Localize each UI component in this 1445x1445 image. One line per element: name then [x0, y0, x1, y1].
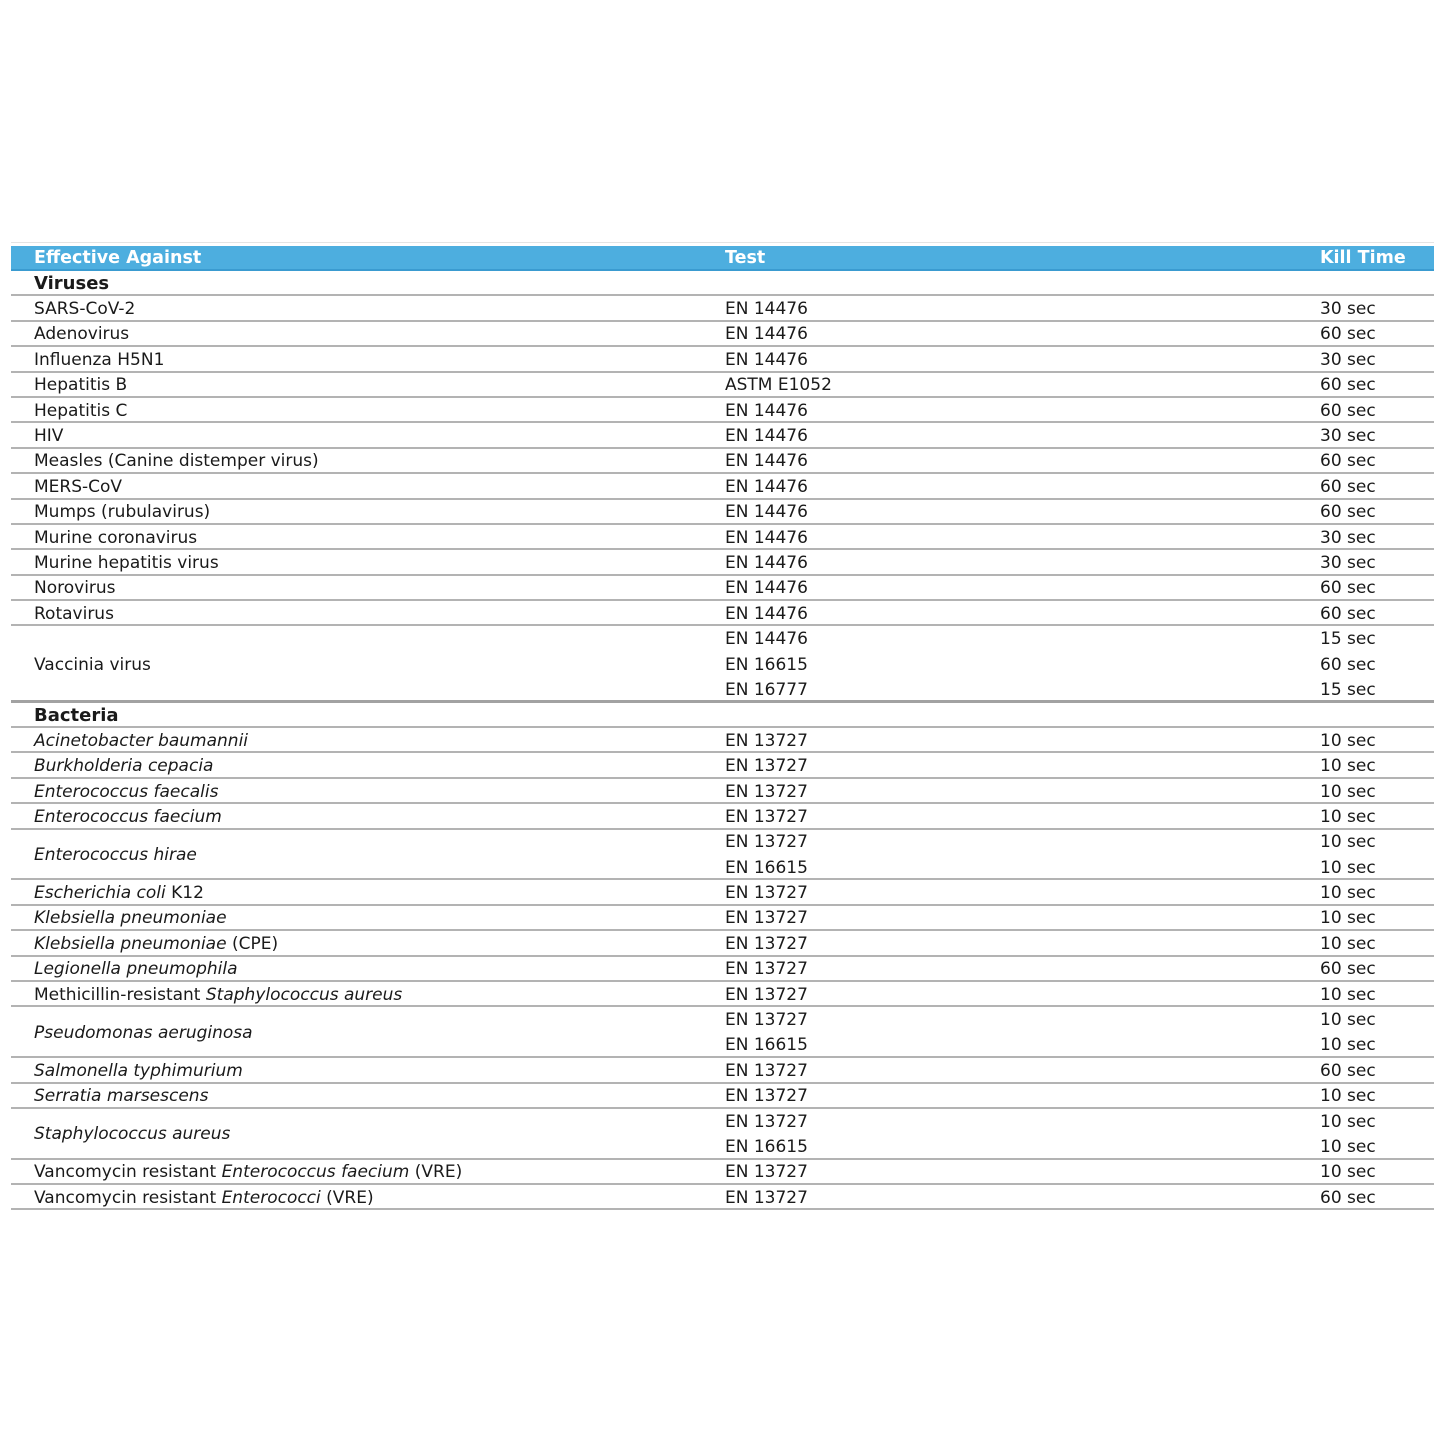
organism-name — [11, 373, 725, 398]
test-standards — [725, 931, 1320, 956]
organism-name-italic-part: Klebsiella pneumoniae — [34, 908, 227, 929]
kill-time-value: 10 sec — [1320, 933, 1376, 954]
test-standard: EN 13727 — [725, 1060, 808, 1081]
kill-times — [1320, 728, 1434, 753]
kill-time-value: 60 sec — [1320, 375, 1376, 396]
kill-time-value: 60 sec — [1320, 959, 1376, 980]
test-standards — [725, 982, 1320, 1007]
efficacy-table — [11, 242, 1434, 1210]
kill-time-value: 10 sec — [1320, 908, 1376, 929]
organism-name-part: (CPE) — [226, 933, 279, 954]
organism-name-part: Hepatitis C — [34, 400, 128, 421]
kill-times — [1320, 1084, 1434, 1109]
test-standard: EN 16615 — [725, 1136, 808, 1157]
kill-time-value: 10 sec — [1320, 857, 1376, 878]
organism-name — [11, 1058, 725, 1083]
test-standard: EN 13727 — [725, 908, 808, 929]
test-standard: EN 13727 — [725, 1010, 808, 1031]
kill-times — [1320, 601, 1434, 626]
test-standards — [725, 347, 1320, 372]
organism-name-part: Methicillin-resistant — [34, 984, 206, 1005]
test-standard: EN 14476 — [725, 451, 808, 472]
organism-name-italic-part: Enterococcus faecium — [221, 1162, 410, 1183]
test-standards — [725, 728, 1320, 753]
kill-times — [1320, 1160, 1434, 1185]
organism-name-italic-part: Serratia marsescens — [34, 1086, 209, 1107]
organism-name — [11, 474, 725, 499]
organism-name — [11, 601, 725, 626]
table-row — [11, 373, 1434, 398]
organism-name-italic-part: Klebsiella pneumoniae — [34, 933, 227, 954]
organism-name-part: Mumps (rubulavirus) — [34, 502, 211, 523]
kill-times — [1320, 550, 1434, 575]
organism-name-part: Norovirus — [34, 578, 116, 599]
organism-name — [11, 779, 725, 804]
kill-time-value: 10 sec — [1320, 730, 1376, 751]
table-row — [11, 906, 1434, 931]
table-row — [11, 1058, 1434, 1083]
table-row — [11, 804, 1434, 829]
table-top-divider — [11, 242, 1434, 243]
organism-name — [11, 500, 725, 525]
kill-times — [1320, 423, 1434, 448]
kill-times — [1320, 931, 1434, 956]
test-standard: EN 13727 — [725, 730, 808, 751]
table-row — [11, 525, 1434, 550]
test-standard: EN 14476 — [725, 324, 808, 345]
organism-name — [11, 931, 725, 956]
kill-times — [1320, 296, 1434, 321]
table-row — [11, 322, 1434, 347]
test-standards — [725, 576, 1320, 601]
test-standard: EN 13727 — [725, 1162, 808, 1183]
kill-time-value: 30 sec — [1320, 552, 1376, 573]
kill-time-value: 60 sec — [1320, 400, 1376, 421]
table-row — [11, 576, 1434, 601]
organism-name-part: Vaccinia virus — [34, 654, 151, 675]
table-row — [11, 500, 1434, 525]
organism-name-part: Adenovirus — [34, 324, 130, 345]
table-row — [11, 550, 1434, 575]
test-standards — [725, 1109, 1320, 1160]
kill-times — [1320, 398, 1434, 423]
test-standard: EN 14476 — [725, 578, 808, 599]
test-standards — [725, 957, 1320, 982]
test-standards — [725, 423, 1320, 448]
test-standard: EN 16615 — [725, 857, 808, 878]
kill-time-value: 30 sec — [1320, 299, 1376, 320]
organism-name — [11, 550, 725, 575]
table-row — [11, 449, 1434, 474]
organism-name — [11, 296, 725, 321]
kill-time-value: 30 sec — [1320, 426, 1376, 447]
kill-times — [1320, 626, 1434, 702]
table-row — [11, 296, 1434, 321]
organism-name-part: Murine hepatitis virus — [34, 552, 219, 573]
kill-time-value: 10 sec — [1320, 756, 1376, 777]
organism-name-italic-part: Enterococcus faecium — [34, 806, 222, 827]
organism-name-italic-part: Escherichia coli — [34, 883, 166, 904]
organism-name — [11, 322, 725, 347]
test-standard: EN 13727 — [725, 806, 808, 827]
kill-times — [1320, 906, 1434, 931]
test-standards — [725, 1185, 1320, 1210]
test-standard: EN 13727 — [725, 1187, 808, 1208]
organism-name — [11, 1084, 725, 1109]
kill-time-value: 10 sec — [1320, 1035, 1376, 1056]
test-standards — [725, 1160, 1320, 1185]
table-row — [11, 398, 1434, 423]
organism-name — [11, 1185, 725, 1210]
organism-name-part: Vancomycin resistant — [34, 1187, 222, 1208]
test-standard: EN 14476 — [725, 502, 808, 523]
organism-name-part: Measles (Canine distemper virus) — [34, 451, 319, 472]
test-standards — [725, 830, 1320, 881]
organism-name — [11, 728, 725, 753]
column-header-effective-against: Effective Against — [34, 247, 202, 268]
organism-name-italic-part: Burkholderia cepacia — [34, 756, 214, 777]
kill-time-value: 60 sec — [1320, 502, 1376, 523]
table-row — [11, 601, 1434, 626]
organism-name-italic-part: Pseudomonas aeruginosa — [34, 1022, 253, 1043]
kill-times — [1320, 779, 1434, 804]
test-standard: EN 13727 — [725, 883, 808, 904]
table-row — [11, 957, 1434, 982]
kill-times — [1320, 880, 1434, 905]
test-standard: ASTM E1052 — [725, 375, 832, 396]
kill-time-value: 10 sec — [1320, 781, 1376, 802]
test-standards — [725, 626, 1320, 702]
organism-name-italic-part: Enterococci — [221, 1187, 321, 1208]
kill-time-value: 10 sec — [1320, 832, 1376, 853]
kill-time-value: 10 sec — [1320, 1136, 1376, 1157]
test-standards — [725, 525, 1320, 550]
kill-time-value: 10 sec — [1320, 806, 1376, 827]
test-standard: EN 13727 — [725, 756, 808, 777]
organism-name — [11, 804, 725, 829]
kill-time-value: 60 sec — [1320, 654, 1376, 675]
organism-name-part: (VRE) — [320, 1187, 374, 1208]
table-row — [11, 982, 1434, 1007]
organism-name-italic-part: Legionella pneumophila — [34, 959, 238, 980]
table-row — [11, 880, 1434, 905]
organism-name-italic-part: Acinetobacter baumannii — [34, 730, 249, 751]
organism-name-part: Rotavirus — [34, 603, 114, 624]
kill-time-value: 60 sec — [1320, 451, 1376, 472]
table-row — [11, 347, 1434, 372]
organism-name — [11, 449, 725, 474]
kill-times — [1320, 982, 1434, 1007]
kill-time-value: 60 sec — [1320, 1187, 1376, 1208]
kill-time-value: 10 sec — [1320, 1162, 1376, 1183]
test-standards — [725, 779, 1320, 804]
test-standards — [725, 373, 1320, 398]
column-header-kill-time: Kill Time — [1320, 247, 1406, 268]
table-row — [11, 728, 1434, 753]
test-standards — [725, 753, 1320, 778]
table-header-row — [11, 246, 1434, 271]
column-header-test: Test — [725, 247, 766, 268]
test-standards — [725, 906, 1320, 931]
kill-time-value: 30 sec — [1320, 527, 1376, 548]
test-standard: EN 13727 — [725, 781, 808, 802]
kill-times — [1320, 753, 1434, 778]
organism-name-italic-part: Enterococcus hirae — [34, 844, 197, 865]
test-standard: EN 14476 — [725, 552, 808, 573]
test-standard: EN 16615 — [725, 1035, 808, 1056]
organism-name-part: Murine coronavirus — [34, 527, 198, 548]
kill-times — [1320, 1109, 1434, 1160]
test-standard: EN 14476 — [725, 603, 808, 624]
organism-name — [11, 576, 725, 601]
kill-time-value: 10 sec — [1320, 1086, 1376, 1107]
kill-times — [1320, 830, 1434, 881]
organism-name — [11, 423, 725, 448]
table-row — [11, 1160, 1434, 1185]
organism-name — [11, 982, 725, 1007]
section-title-viruses: Viruses — [11, 271, 1434, 296]
table-row — [11, 1084, 1434, 1109]
test-standard: EN 13727 — [725, 984, 808, 1005]
test-standard: EN 14476 — [725, 476, 808, 497]
kill-time-value: 60 sec — [1320, 1060, 1376, 1081]
organism-name-part: MERS-CoV — [34, 476, 123, 497]
organism-name-part: HIV — [34, 426, 64, 447]
organism-name — [11, 830, 725, 881]
test-standard: EN 16615 — [725, 654, 808, 675]
organism-name — [11, 525, 725, 550]
test-standards — [725, 550, 1320, 575]
test-standard: EN 14476 — [725, 629, 808, 650]
section-title-bacteria: Bacteria — [11, 703, 1434, 728]
organism-name-italic-part: Staphylococcus aureus — [34, 1124, 231, 1145]
test-standards — [725, 500, 1320, 525]
kill-times — [1320, 804, 1434, 829]
test-standards — [725, 449, 1320, 474]
test-standard: EN 13727 — [725, 1111, 808, 1132]
kill-times — [1320, 576, 1434, 601]
organism-name — [11, 753, 725, 778]
kill-time-value: 10 sec — [1320, 1111, 1376, 1132]
organism-name — [11, 906, 725, 931]
test-standards — [725, 474, 1320, 499]
organism-name — [11, 347, 725, 372]
test-standards — [725, 1058, 1320, 1083]
organism-name — [11, 1109, 725, 1160]
organism-name — [11, 398, 725, 423]
kill-times — [1320, 449, 1434, 474]
kill-times — [1320, 474, 1434, 499]
table-row — [11, 1007, 1434, 1058]
kill-times — [1320, 1007, 1434, 1058]
organism-name-part: Influenza H5N1 — [34, 349, 165, 370]
test-standard: EN 13727 — [725, 959, 808, 980]
test-standards — [725, 804, 1320, 829]
test-standards — [725, 398, 1320, 423]
table-row — [11, 753, 1434, 778]
organism-name — [11, 1007, 725, 1058]
table-row — [11, 830, 1434, 881]
kill-times — [1320, 500, 1434, 525]
kill-times — [1320, 525, 1434, 550]
organism-name — [11, 1160, 725, 1185]
kill-time-value: 10 sec — [1320, 1010, 1376, 1031]
table-row — [11, 423, 1434, 448]
kill-time-value: 60 sec — [1320, 476, 1376, 497]
table-row — [11, 1185, 1434, 1210]
test-standards — [725, 322, 1320, 347]
test-standard: EN 14476 — [725, 299, 808, 320]
test-standard: EN 14476 — [725, 400, 808, 421]
table-row — [11, 779, 1434, 804]
table-row — [11, 1109, 1434, 1160]
kill-time-value: 10 sec — [1320, 984, 1376, 1005]
organism-name-part: SARS-CoV-2 — [34, 299, 136, 320]
test-standard: EN 14476 — [725, 527, 808, 548]
kill-time-value: 15 sec — [1320, 629, 1376, 650]
kill-time-value: 60 sec — [1320, 603, 1376, 624]
table-row — [11, 931, 1434, 956]
kill-time-value: 60 sec — [1320, 578, 1376, 599]
test-standards — [725, 296, 1320, 321]
organism-name-part: Hepatitis B — [34, 375, 128, 396]
organism-name-part: (VRE) — [409, 1162, 463, 1183]
kill-times — [1320, 373, 1434, 398]
test-standards — [725, 1084, 1320, 1109]
kill-times — [1320, 1058, 1434, 1083]
table-body — [11, 271, 1434, 1210]
kill-time-value: 15 sec — [1320, 679, 1376, 700]
table-row — [11, 626, 1434, 702]
organism-name — [11, 626, 725, 702]
table-row — [11, 474, 1434, 499]
test-standard: EN 13727 — [725, 933, 808, 954]
test-standards — [725, 1007, 1320, 1058]
kill-times — [1320, 322, 1434, 347]
test-standard: EN 14476 — [725, 426, 808, 447]
test-standards — [725, 880, 1320, 905]
organism-name-part: K12 — [165, 883, 204, 904]
organism-name-part: Vancomycin resistant — [34, 1162, 222, 1183]
organism-name-italic-part: Enterococcus faecalis — [34, 781, 219, 802]
test-standards — [725, 601, 1320, 626]
kill-time-value: 10 sec — [1320, 883, 1376, 904]
test-standard: EN 16777 — [725, 679, 808, 700]
organism-name — [11, 880, 725, 905]
kill-times — [1320, 347, 1434, 372]
kill-times — [1320, 1185, 1434, 1210]
organism-name — [11, 957, 725, 982]
organism-name-italic-part: Salmonella typhimurium — [34, 1060, 243, 1081]
organism-name-italic-part: Staphylococcus aureus — [205, 984, 403, 1005]
kill-time-value: 60 sec — [1320, 324, 1376, 345]
test-standard: EN 14476 — [725, 349, 808, 370]
test-standard: EN 13727 — [725, 1086, 808, 1107]
test-standard: EN 13727 — [725, 832, 808, 853]
kill-time-value: 30 sec — [1320, 349, 1376, 370]
kill-times — [1320, 957, 1434, 982]
